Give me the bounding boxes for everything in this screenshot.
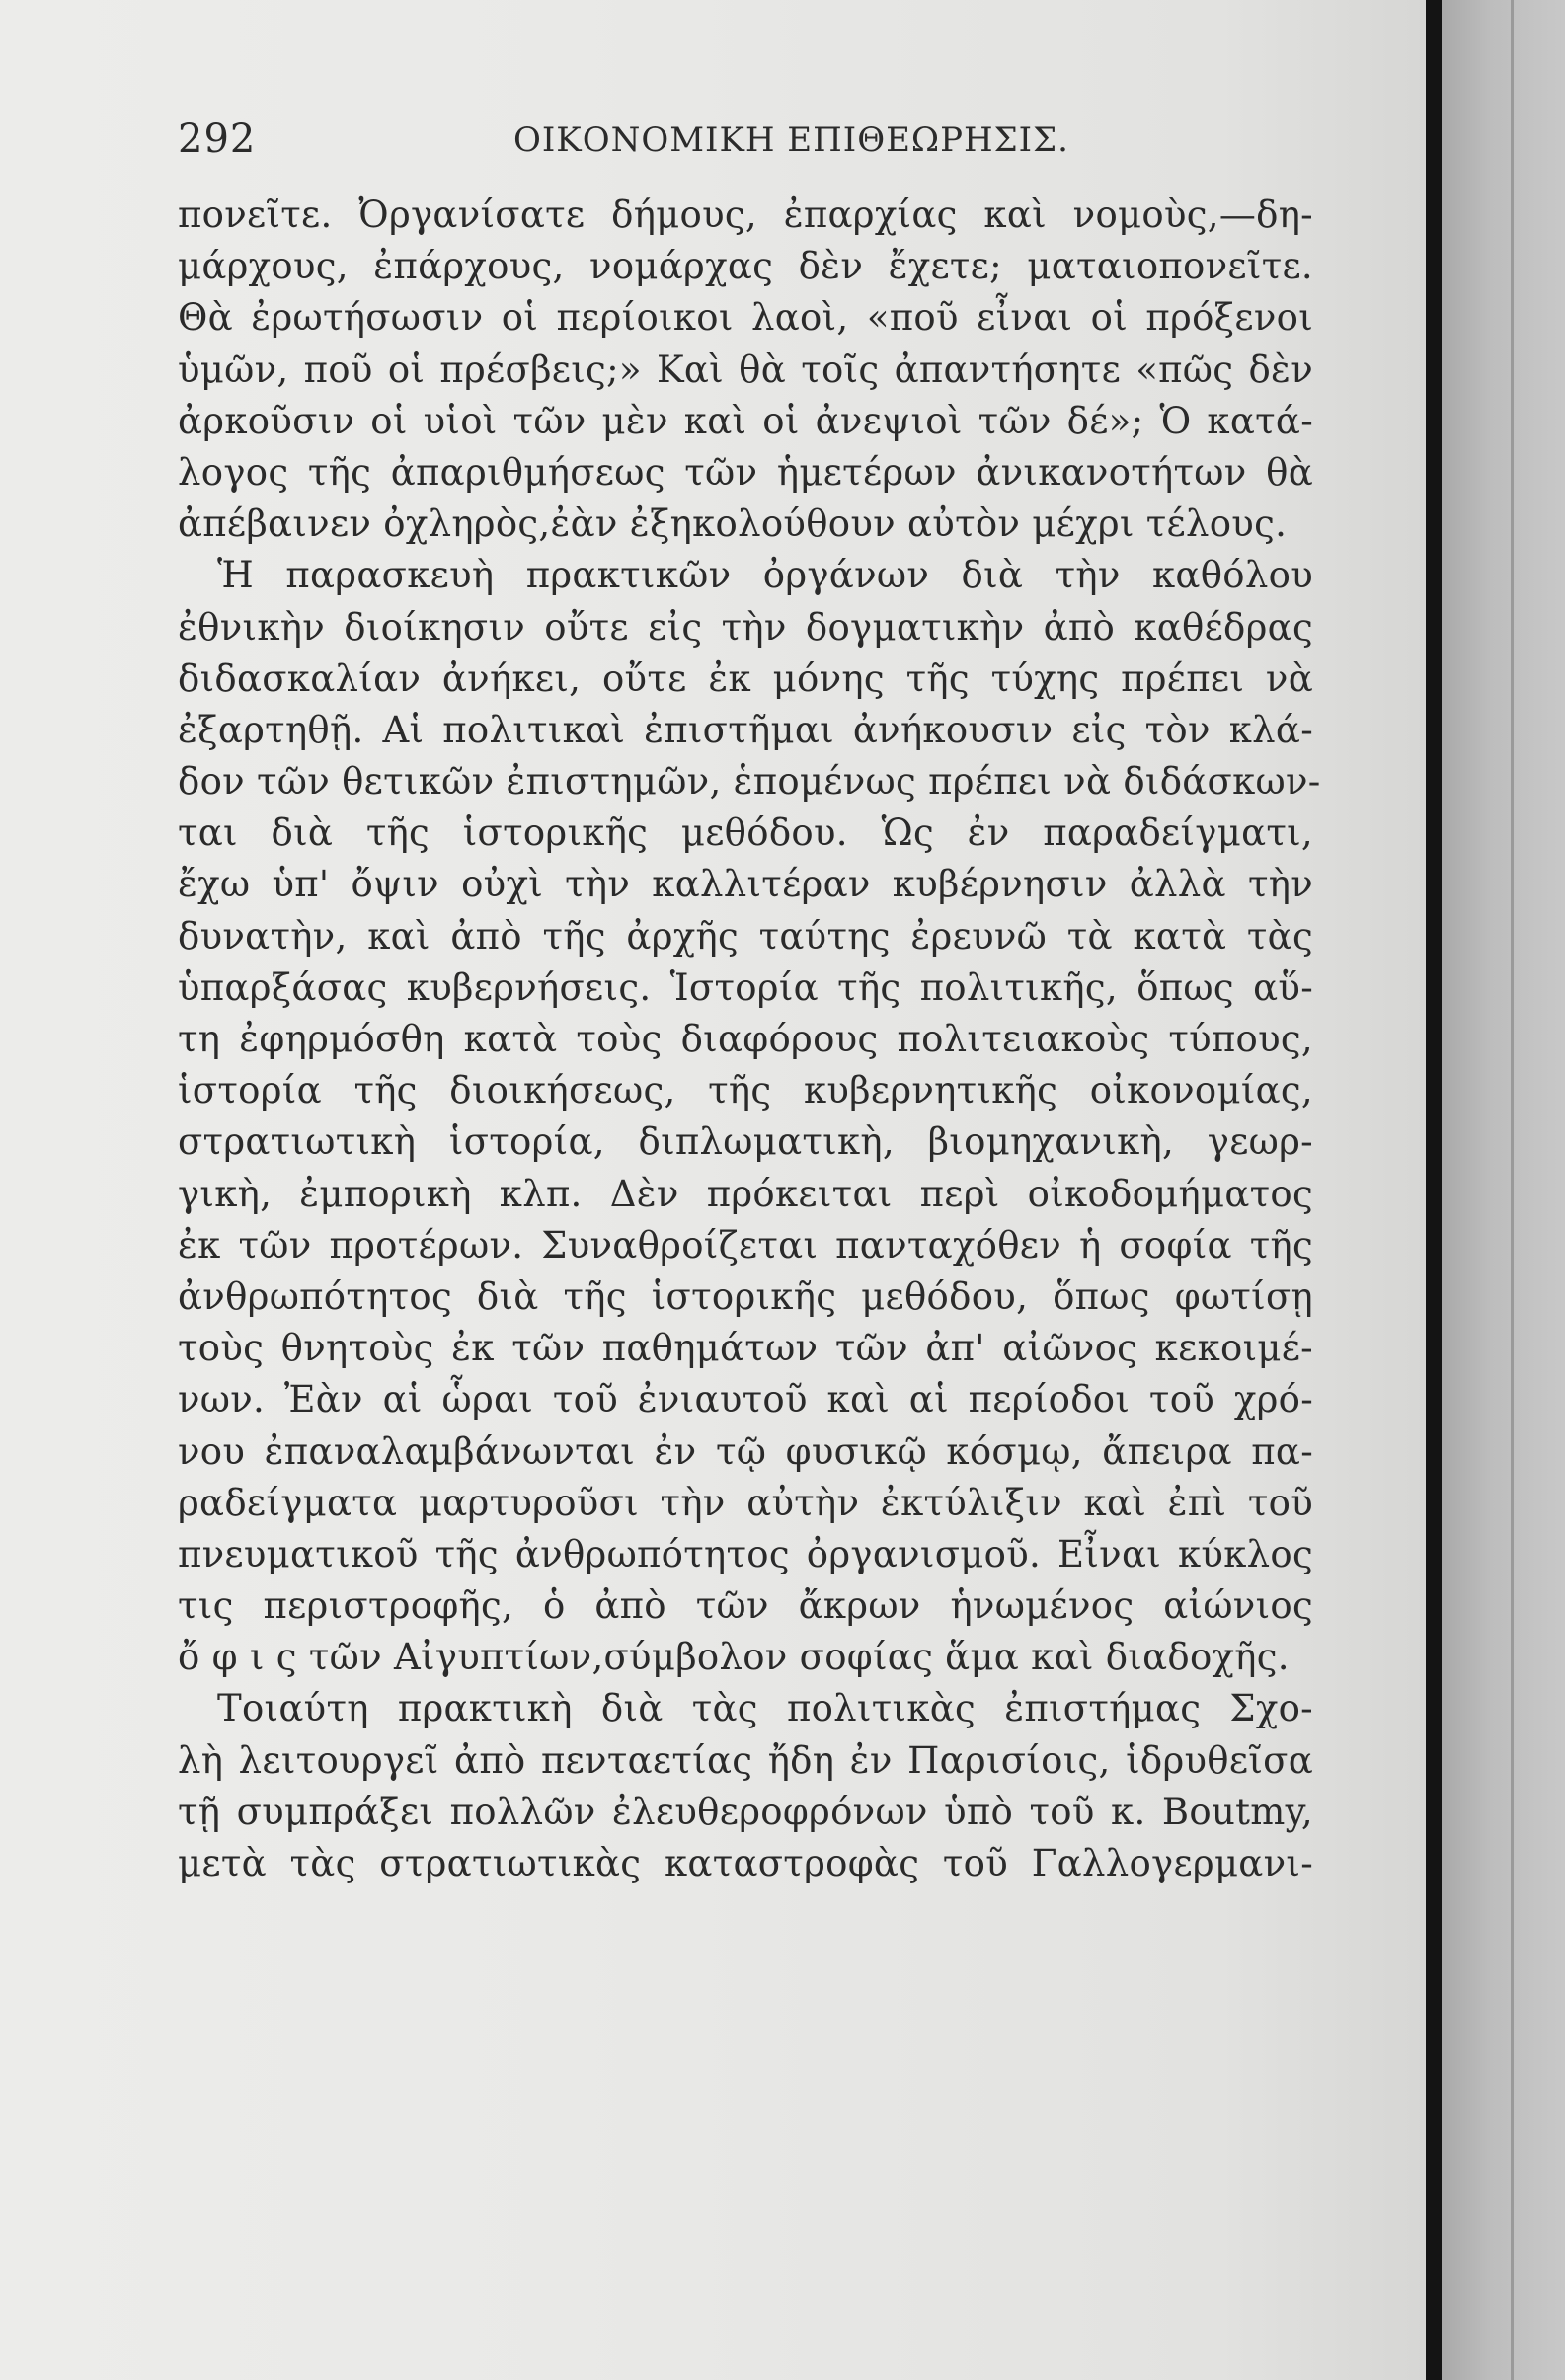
text-line: λὴ λειτουργεῖ ἀπὸ πενταετίας ἤδη ἐν Παρισίοις, ἱδρυθεῖσα [178,1738,1313,1782]
text-line: δυνατὴν, καὶ ἀπὸ τῆς ἀρχῆς ταύτης ἐρευνῶ τὰ κατὰ τὰς [178,914,1313,958]
text-line: ἐξαρτηθῇ. Αἱ πολιτικαὶ ἐπιστῆμαι ἀνήκουσιν εἰς τὸν κλά- [178,708,1313,751]
text-line: ὑπαρξάσας κυβερνήσεις. Ἱστορία τῆς πολιτικῆς, ὅπως αὕ- [178,965,1313,1009]
text-line: ἐθνικὴν διοίκησιν οὔτε εἰς τὴν δογματικὴν ἀπὸ καθέδρας [178,605,1313,649]
text-line: διδασκαλίαν ἀνήκει, οὔτε ἐκ μόνης τῆς τύχης πρέπει νὰ [178,656,1313,700]
paragraph-start-line: Τοιαύτη πρακτικὴ διὰ τὰς πολιτικὰς ἐπιστήμας Σχο- [217,1687,1313,1730]
text-line: μετὰ τὰς στρατιωτικὰς καταστροφὰς τοῦ Γαλλογερμανι- [178,1842,1313,1884]
text-line: ὑμῶν, ποῦ οἱ πρέσβεις;» Καὶ θὰ τοῖς ἀπαντήσητε «πῶς δὲν [178,347,1313,391]
book-gutter [1426,0,1442,2380]
facing-page-edge [1442,0,1565,2380]
paragraph-start-line: Ἡ παρασκευὴ πρακτικῶν ὀργάνων διὰ τὴν καθόλου [217,554,1313,597]
body-text [178,190,1321,1889]
text-line: ἱστορία τῆς διοικήσεως, τῆς κυβερνητικῆς οἰκονομίας, [178,1069,1313,1113]
page-edge-line [1511,0,1514,2380]
running-title: ΟΙΚΟΝΟΜΙΚΗ ΕΠΙΘΕΩΡΗΣΙΣ. [513,120,1069,160]
text-line: ὄ φ ι ς τῶν Αἰγυπτίων,σύμβολον σοφίας ἅμα καὶ διαδοχῆς. [178,1636,1290,1679]
text-line: τις περιστροφῆς, ὁ ἀπὸ τῶν ἄκρων ἡνωμένος αἰώνιος [178,1584,1313,1628]
page-number: 292 [178,116,257,162]
text-line: ἀρκοῦσιν οἱ υἱοὶ τῶν μὲν καὶ οἱ ἀνεψιοὶ τῶν δέ»; Ὁ κατά- [178,399,1313,442]
text-line: δον τῶν θετικῶν ἐπιστημῶν, ἑπομένως πρέπει νὰ διδάσκων- [178,760,1321,804]
text-line: γικὴ, ἐμπορικὴ κλπ. Δὲν πρόκειται περὶ οἰκοδομήματος [178,1172,1313,1215]
text-line: λογος τῆς ἀπαριθμήσεως τῶν ἡμετέρων ἀνικανοτήτων θὰ [178,450,1313,494]
page-header [178,116,1323,176]
text-line: πονεῖτε. Ὀργανίσατε δήμους, ἐπαρχίας καὶ νομοὺς,—δη- [178,193,1313,236]
text-line: νου ἐπαναλαμβάνωνται ἐν τῷ φυσικῷ κόσμῳ, ἄπειρα πα- [178,1429,1313,1473]
text-line: τῇ συμπράξει πολλῶν ἐλευθεροφρόνων ὑπὸ τοῦ κ. Boutmy, [178,1790,1313,1833]
text-line: ἀνθρωπότητος διὰ τῆς ἱστορικῆς μεθόδου, ὅπως φωτίσῃ [178,1274,1313,1318]
text-line: νων. Ἐὰν αἱ ὧραι τοῦ ἐνιαυτοῦ καὶ αἱ περίοδοι τοῦ χρό- [178,1378,1313,1421]
text-line: ἔχω ὑπ' ὄψιν οὐχὶ τὴν καλλιτέραν κυβέρνησιν ἀλλὰ τὴν [178,863,1313,906]
text-line: ἀπέβαινεν ὀχληρὸς,ἐὰν ἐξηκολούθουν αὐτὸν μέχρι τέλους. [178,502,1288,546]
text-line: τοὺς θνητοὺς ἐκ τῶν παθημάτων τῶν ἀπ' αἰῶνος κεκοιμέ- [178,1327,1313,1370]
text-line: τη ἐφηρμόσθη κατὰ τοὺς διαφόρους πολιτειακοὺς τύπους, [178,1018,1313,1060]
text-line: ἐκ τῶν προτέρων. Συναθροίζεται πανταχόθεν ἡ σοφία τῆς [178,1223,1313,1267]
text-line: πνευματικοῦ τῆς ἀνθρωπότητος ὀργανισμοῦ. Εἶναι κύκλος [178,1532,1313,1575]
text-line: ται διὰ τῆς ἱστορικῆς μεθόδου. Ὡς ἐν παραδείγματι, [178,811,1313,855]
text-line: ραδείγματα μαρτυροῦσι τὴν αὐτὴν ἐκτύλιξιν καὶ ἐπὶ τοῦ [178,1481,1313,1524]
text-line: Θὰ ἐρωτήσωσιν οἱ περίοικοι λαοὶ, «ποῦ εἶναι οἱ πρόξενοι [178,296,1313,340]
text-line: στρατιωτικὴ ἱστορία, διπλωματικὴ, βιομηχανικὴ, γεωρ- [178,1120,1313,1164]
text-line: μάρχους, ἐπάρχους, νομάρχας δὲν ἔχετε; ματαιοπονεῖτε. [178,245,1313,288]
